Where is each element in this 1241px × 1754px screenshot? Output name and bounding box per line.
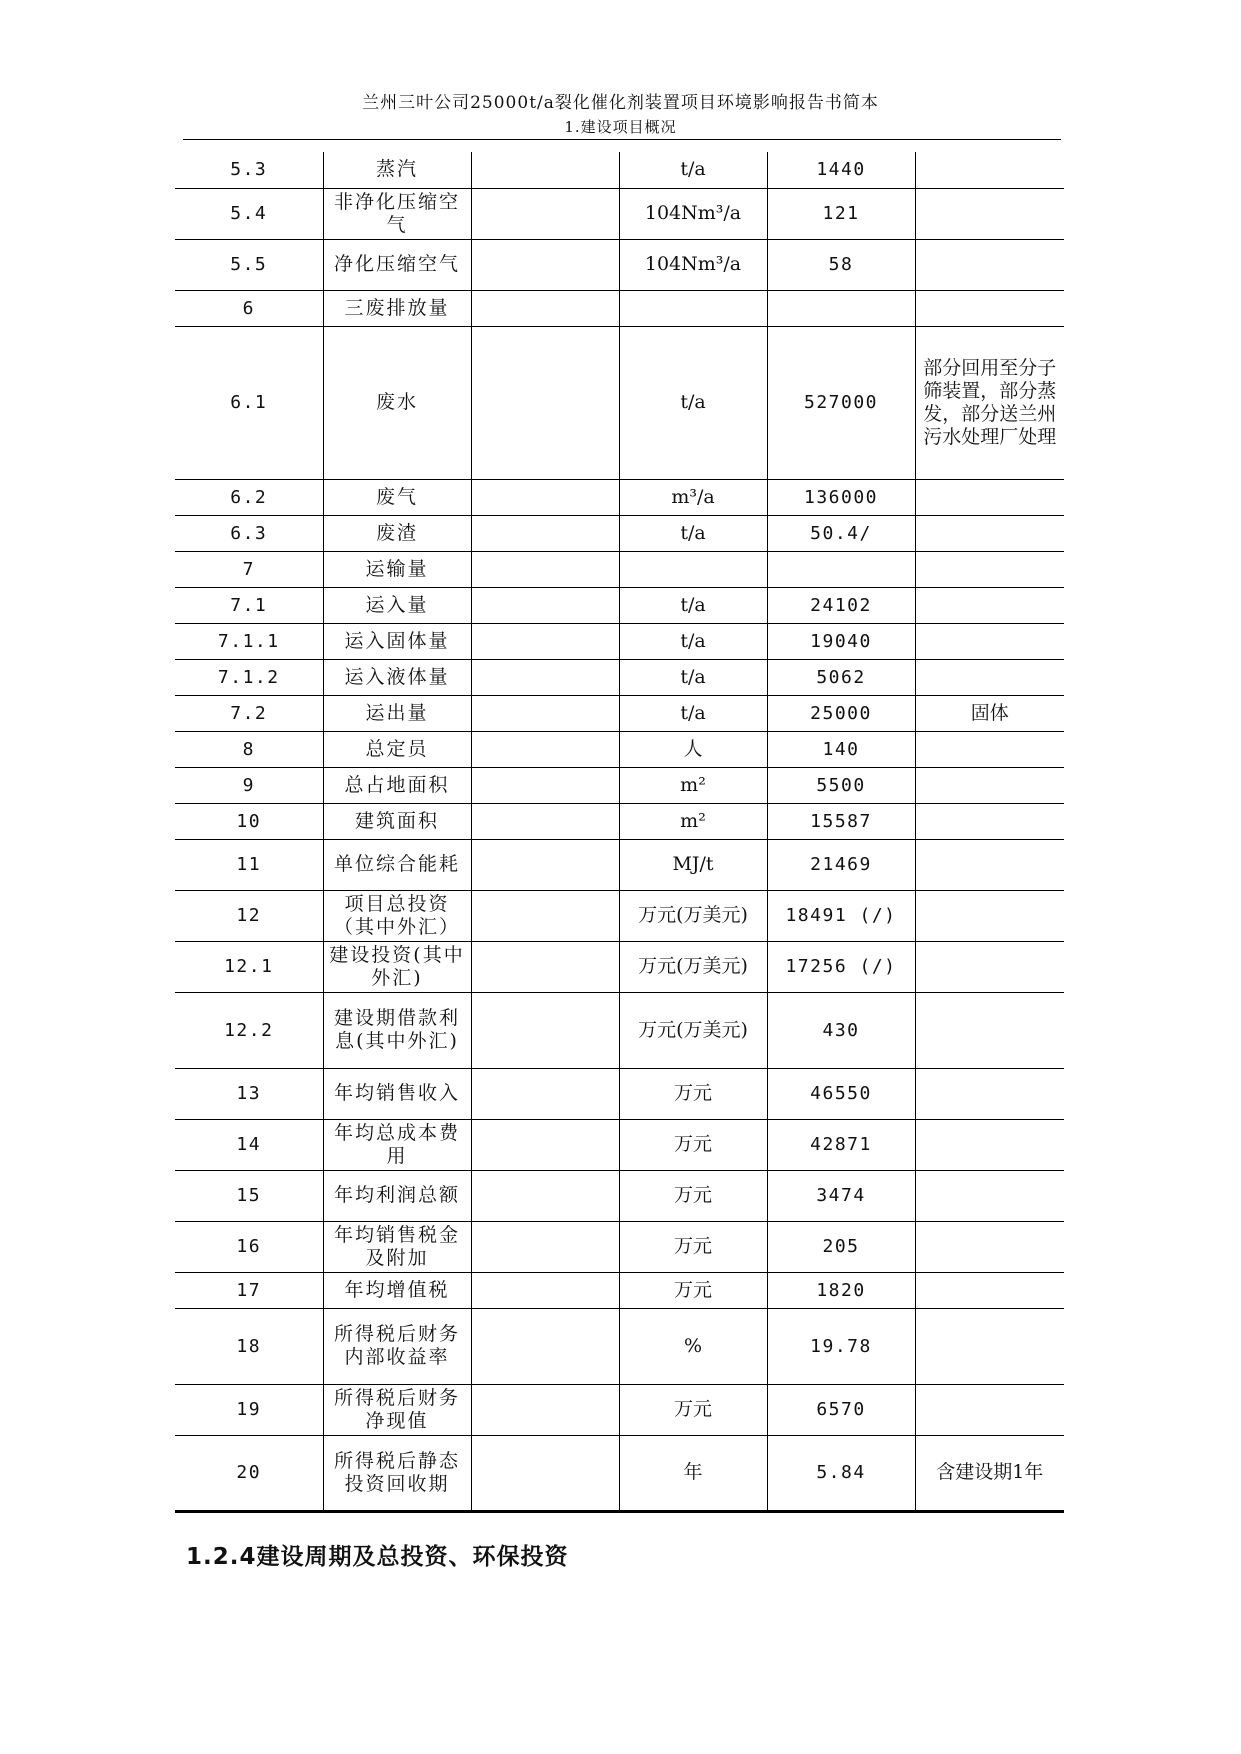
value-cell: 121: [767, 188, 915, 239]
item-number-cell: 6.3: [175, 515, 323, 551]
empty-cell: [471, 941, 619, 992]
item-name-cell: 总定员: [323, 731, 471, 767]
item-name-cell: 运输量: [323, 551, 471, 587]
item-name-cell: 净化压缩空气: [323, 239, 471, 290]
value-cell: [767, 551, 915, 587]
item-name-cell: 年均销售收入: [323, 1068, 471, 1119]
item-name-cell: 单位综合能耗: [323, 839, 471, 890]
table-row: [175, 239, 1064, 290]
unit-cell: 万元(万美元): [619, 941, 767, 992]
empty-cell: [471, 152, 619, 188]
page-header-title: 兰州三叶公司25000t/a裂化催化剂装置项目环境影响报告书简本: [362, 93, 879, 113]
item-number-cell: 12.2: [175, 992, 323, 1068]
item-name-cell: 年均销售税金及附加: [323, 1221, 471, 1272]
note-cell: [915, 290, 1064, 326]
table-row: [175, 1435, 1064, 1511]
item-name-cell: 蒸汽: [323, 152, 471, 188]
unit-cell: t/a: [619, 326, 767, 479]
item-number-cell: 6.1: [175, 326, 323, 479]
value-cell: [767, 290, 915, 326]
value-cell: 58: [767, 239, 915, 290]
table-row: [175, 992, 1064, 1068]
table-row: [175, 551, 1064, 587]
item-name-cell: 运入固体量: [323, 623, 471, 659]
empty-cell: [471, 1068, 619, 1119]
item-number-cell: 12.1: [175, 941, 323, 992]
item-number-cell: 7.1.2: [175, 659, 323, 695]
item-number-cell: 7.1: [175, 587, 323, 623]
item-number-cell: 6: [175, 290, 323, 326]
value-cell: 5062: [767, 659, 915, 695]
table-row: [175, 290, 1064, 326]
item-number-cell: 8: [175, 731, 323, 767]
note-cell: [915, 239, 1064, 290]
note-cell: [915, 803, 1064, 839]
table-row: [175, 890, 1064, 941]
table-row: [175, 515, 1064, 551]
note-cell: [915, 992, 1064, 1068]
empty-cell: [471, 290, 619, 326]
empty-cell: [471, 188, 619, 239]
empty-cell: [471, 1272, 619, 1308]
unit-cell: 万元: [619, 1272, 767, 1308]
value-cell: 24102: [767, 587, 915, 623]
note-cell: 含建设期1年: [915, 1435, 1064, 1511]
item-name-cell: 总占地面积: [323, 767, 471, 803]
item-name-cell: 年均利润总额: [323, 1170, 471, 1221]
table-row: [175, 1119, 1064, 1170]
note-cell: [915, 839, 1064, 890]
item-name-cell: 废渣: [323, 515, 471, 551]
unit-cell: 万元: [619, 1170, 767, 1221]
item-name-cell: 年均总成本费用: [323, 1119, 471, 1170]
empty-cell: [471, 1384, 619, 1435]
value-cell: 19040: [767, 623, 915, 659]
page-header-subtitle: 1.建设项目概况: [564, 118, 677, 136]
item-number-cell: 10: [175, 803, 323, 839]
item-number-cell: 15: [175, 1170, 323, 1221]
section-heading: 1.2.4建设周期及总投资、环保投资: [186, 1544, 569, 1570]
table-row: [175, 695, 1064, 731]
value-cell: 1440: [767, 152, 915, 188]
item-number-cell: 5.5: [175, 239, 323, 290]
unit-cell: 年: [619, 1435, 767, 1511]
unit-cell: MJ/t: [619, 839, 767, 890]
table-row: [175, 623, 1064, 659]
note-cell: [915, 1119, 1064, 1170]
header-rule: [183, 139, 1061, 140]
unit-cell: 104Nm³/a: [619, 239, 767, 290]
unit-cell: 人: [619, 731, 767, 767]
value-cell: 430: [767, 992, 915, 1068]
empty-cell: [471, 839, 619, 890]
note-cell: [915, 659, 1064, 695]
table-row: [175, 731, 1064, 767]
unit-cell: t/a: [619, 623, 767, 659]
project-indicator-table: [175, 152, 1064, 1513]
note-cell: [915, 152, 1064, 188]
empty-cell: [471, 767, 619, 803]
unit-cell: t/a: [619, 152, 767, 188]
empty-cell: [471, 587, 619, 623]
unit-cell: t/a: [619, 695, 767, 731]
item-name-cell: 年均增值税: [323, 1272, 471, 1308]
note-cell: [915, 188, 1064, 239]
unit-cell: t/a: [619, 515, 767, 551]
item-number-cell: 9: [175, 767, 323, 803]
item-name-cell: 所得税后静态投资回收期: [323, 1435, 471, 1511]
item-number-cell: 5.4: [175, 188, 323, 239]
unit-cell: 万元(万美元): [619, 992, 767, 1068]
unit-cell: %: [619, 1308, 767, 1384]
empty-cell: [471, 551, 619, 587]
value-cell: 5500: [767, 767, 915, 803]
empty-cell: [471, 239, 619, 290]
empty-cell: [471, 623, 619, 659]
item-name-cell: 项目总投资（其中外汇）: [323, 890, 471, 941]
note-cell: [915, 1170, 1064, 1221]
note-cell: 固体: [915, 695, 1064, 731]
table-row: [175, 803, 1064, 839]
item-number-cell: 11: [175, 839, 323, 890]
table-body: [175, 152, 1064, 1511]
unit-cell: m²: [619, 803, 767, 839]
note-cell: [915, 767, 1064, 803]
value-cell: 6570: [767, 1384, 915, 1435]
unit-cell: t/a: [619, 587, 767, 623]
item-number-cell: 19: [175, 1384, 323, 1435]
item-number-cell: 5.3: [175, 152, 323, 188]
empty-cell: [471, 479, 619, 515]
unit-cell: 万元(万美元): [619, 890, 767, 941]
value-cell: 25000: [767, 695, 915, 731]
table-row: [175, 941, 1064, 992]
value-cell: 17256 (/): [767, 941, 915, 992]
item-name-cell: 运出量: [323, 695, 471, 731]
item-number-cell: 7.2: [175, 695, 323, 731]
table-row: [175, 1221, 1064, 1272]
item-name-cell: 非净化压缩空气: [323, 188, 471, 239]
empty-cell: [471, 1435, 619, 1511]
table-row: [175, 1068, 1064, 1119]
empty-cell: [471, 659, 619, 695]
note-cell: [915, 1068, 1064, 1119]
table-row: [175, 152, 1064, 188]
item-name-cell: 废气: [323, 479, 471, 515]
table-row: [175, 479, 1064, 515]
item-name-cell: 建筑面积: [323, 803, 471, 839]
note-cell: [915, 1384, 1064, 1435]
empty-cell: [471, 1119, 619, 1170]
note-cell: [915, 551, 1064, 587]
unit-cell: 104Nm³/a: [619, 188, 767, 239]
unit-cell: 万元: [619, 1119, 767, 1170]
empty-cell: [471, 1221, 619, 1272]
table-row: [175, 1384, 1064, 1435]
value-cell: 527000: [767, 326, 915, 479]
note-cell: [915, 731, 1064, 767]
value-cell: 19.78: [767, 1308, 915, 1384]
item-name-cell: 废水: [323, 326, 471, 479]
value-cell: 140: [767, 731, 915, 767]
table-row: [175, 659, 1064, 695]
item-number-cell: 13: [175, 1068, 323, 1119]
value-cell: 50.4/: [767, 515, 915, 551]
value-cell: 5.84: [767, 1435, 915, 1511]
empty-cell: [471, 890, 619, 941]
item-number-cell: 17: [175, 1272, 323, 1308]
empty-cell: [471, 1308, 619, 1384]
item-number-cell: 18: [175, 1308, 323, 1384]
value-cell: 205: [767, 1221, 915, 1272]
item-number-cell: 7: [175, 551, 323, 587]
item-number-cell: 16: [175, 1221, 323, 1272]
value-cell: 21469: [767, 839, 915, 890]
item-number-cell: 6.2: [175, 479, 323, 515]
value-cell: 46550: [767, 1068, 915, 1119]
note-cell: [915, 1272, 1064, 1308]
item-name-cell: 运入液体量: [323, 659, 471, 695]
item-number-cell: 20: [175, 1435, 323, 1511]
item-number-cell: 12: [175, 890, 323, 941]
empty-cell: [471, 515, 619, 551]
unit-cell: 万元: [619, 1384, 767, 1435]
item-name-cell: 所得税后财务净现值: [323, 1384, 471, 1435]
note-cell: [915, 479, 1064, 515]
unit-cell: m²: [619, 767, 767, 803]
item-name-cell: 建设期借款利息(其中外汇): [323, 992, 471, 1068]
value-cell: 1820: [767, 1272, 915, 1308]
value-cell: 3474: [767, 1170, 915, 1221]
table-row: [175, 767, 1064, 803]
value-cell: 18491 (/): [767, 890, 915, 941]
unit-cell: 万元: [619, 1068, 767, 1119]
item-number-cell: 14: [175, 1119, 323, 1170]
item-number-cell: 7.1.1: [175, 623, 323, 659]
item-name-cell: 运入量: [323, 587, 471, 623]
empty-cell: [471, 731, 619, 767]
note-cell: [915, 587, 1064, 623]
value-cell: 42871: [767, 1119, 915, 1170]
note-cell: [915, 941, 1064, 992]
unit-cell: [619, 551, 767, 587]
table-row: [175, 1308, 1064, 1384]
value-cell: 15587: [767, 803, 915, 839]
unit-cell: m³/a: [619, 479, 767, 515]
table-row: [175, 839, 1064, 890]
empty-cell: [471, 326, 619, 479]
table-row: [175, 188, 1064, 239]
note-cell: [915, 623, 1064, 659]
unit-cell: t/a: [619, 659, 767, 695]
table-row: [175, 326, 1064, 479]
note-cell: 部分回用至分子筛装置，部分蒸发，部分送兰州污水处理厂处理: [915, 326, 1064, 479]
note-cell: [915, 1221, 1064, 1272]
value-cell: 136000: [767, 479, 915, 515]
empty-cell: [471, 992, 619, 1068]
item-name-cell: 所得税后财务内部收益率: [323, 1308, 471, 1384]
empty-cell: [471, 695, 619, 731]
table-row: [175, 1170, 1064, 1221]
empty-cell: [471, 1170, 619, 1221]
table-row: [175, 1272, 1064, 1308]
unit-cell: [619, 290, 767, 326]
unit-cell: 万元: [619, 1221, 767, 1272]
empty-cell: [471, 803, 619, 839]
note-cell: [915, 890, 1064, 941]
note-cell: [915, 1308, 1064, 1384]
note-cell: [915, 515, 1064, 551]
item-name-cell: 建设投资(其中外汇): [323, 941, 471, 992]
item-name-cell: 三废排放量: [323, 290, 471, 326]
table-row: [175, 587, 1064, 623]
